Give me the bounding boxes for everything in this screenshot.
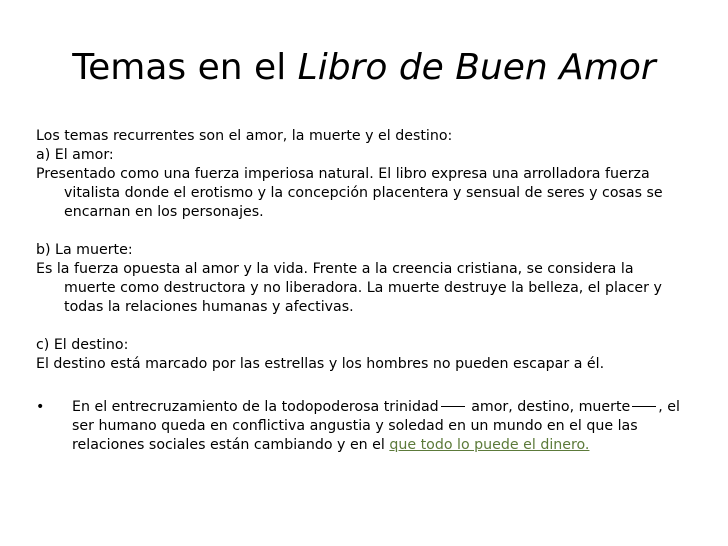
amor-heading: a) El amor: — [36, 147, 114, 163]
title-text: Temas en el — [72, 47, 298, 88]
intro-text: Los temas recurrentes son el amor, la muerte y el destino: — [36, 128, 453, 144]
spacer — [36, 222, 686, 241]
muerte-text: Es la fuerza opuesta al amor y la vida. Frente a la creencia cristiana, se considera la muerte como destructora y no liberadora. La muerte destruye la belleza, el placer y todas la relaciones humanas y afectivas. — [36, 261, 662, 315]
amor-text: Presentado como una fuerza imperiosa natural. El libro expresa una arrolladora fuerza vitalista donde el erotismo y la concepción placentera y sensual de seres y cosas se encarnan en los personajes. — [36, 166, 663, 220]
bullet-text-1: En el entrecruzamiento de la todopoderosa trinidad — [72, 399, 439, 415]
destino-heading: c) El destino: — [36, 337, 129, 353]
title-italic: Libro de Buen Amor — [297, 47, 656, 88]
dash-line — [441, 406, 465, 407]
destino-text: El destino está marcado por las estrellas y los hombres no pueden escapar a él. — [36, 356, 605, 372]
bullet-text-2: amor, destino, muerte — [466, 399, 631, 415]
bullet-text-3: , el ser humano queda en conflictiva angustia y soledad en un mundo en el que las relaciones sociales están cambiando y en el — [72, 399, 680, 453]
bullet-item — [36, 398, 686, 455]
bullet-dot-icon: • — [36, 399, 45, 415]
dinero-link[interactable]: que todo lo puede el dinero. — [389, 437, 590, 453]
muerte-heading: b) La muerte: — [36, 242, 133, 258]
slide-title — [0, 44, 728, 92]
spacer — [36, 374, 686, 393]
dash-line — [632, 406, 656, 407]
slide-body — [36, 127, 686, 455]
spacer — [36, 317, 686, 336]
